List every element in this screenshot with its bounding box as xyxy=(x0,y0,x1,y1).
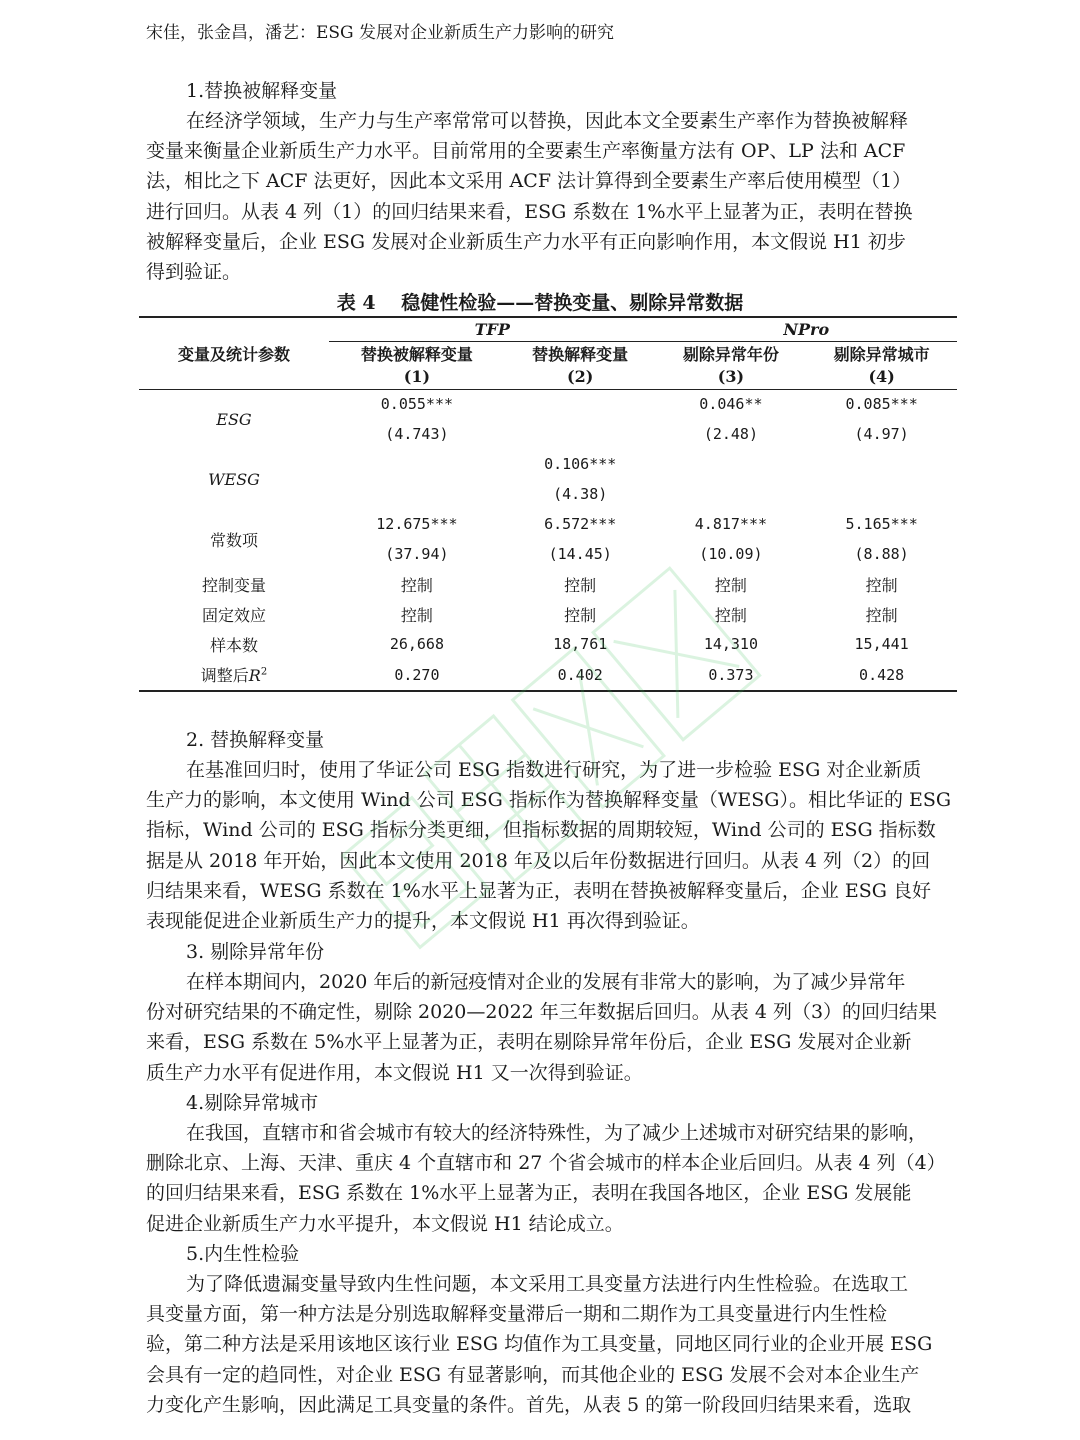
section-3-body xyxy=(146,967,952,1088)
table-cell: 26,668 xyxy=(389,635,444,653)
table-cell: 6.572*** xyxy=(544,515,617,533)
text-line: 在经济学领域，生产力与生产率常常可以替换，因此本文全要素生产率作为替换被解释 xyxy=(186,110,909,132)
table-cell: 5.165*** xyxy=(845,515,918,533)
text-line: 归结果来看，WESG 系数在 1%水平上显著为正，表明在替换被解释变量后，企业 ESG 良好 xyxy=(146,879,931,902)
table-cell: (2.48) xyxy=(703,425,758,443)
table-cell: (37.94) xyxy=(385,545,449,563)
table-cell: 0.270 xyxy=(394,665,440,684)
text-line: 进行回归。从表 4 列（1）的回归结果来看，ESG 系数在 1%水平上显著为正，表明在替换 xyxy=(146,200,913,223)
results-table xyxy=(139,316,957,692)
section-4-body xyxy=(146,1118,952,1239)
text-line: 在基准回归时，使用了华证公司 ESG 指数进行研究，为了进一步检验 ESG 对企业新质 xyxy=(186,759,922,781)
table-cell: (8.88) xyxy=(854,545,909,563)
table-cell: 0.428 xyxy=(859,665,905,684)
group-npro: NPro xyxy=(656,317,957,341)
adj-r2-text: 调整后 xyxy=(200,666,249,685)
col-number: (1) xyxy=(403,367,431,387)
table-cell: 0.046** xyxy=(699,395,763,414)
text-line: 促进企业新质生产力水平提升，本文假说 H1 结论成立。 xyxy=(146,1212,624,1235)
table-cell: (10.09) xyxy=(699,545,763,563)
r-symbol: R xyxy=(248,666,261,685)
section-5-heading: 5.内生性检验 xyxy=(186,1243,300,1265)
section-1 xyxy=(146,76,952,287)
table-cell: 控制 xyxy=(400,575,433,595)
row-label-fixed-effects: 固定效应 xyxy=(201,605,266,625)
text-line: 在样本期间内，2020 年后的新冠疫情对企业的发展有非常大的影响，为了减少异常年 xyxy=(186,971,906,993)
text-line: 的回归结果来看，ESG 系数在 1%水平上显著为正，表明在我国各地区，企业 ESG 发展能 xyxy=(146,1182,912,1205)
section-4 xyxy=(146,1088,952,1239)
table-cell xyxy=(505,389,656,419)
col-number: (4) xyxy=(868,367,895,387)
table-cell: 控制 xyxy=(564,605,597,625)
table-cell: (4.38) xyxy=(553,485,608,503)
table-cell xyxy=(505,419,656,449)
table-cell: 控制 xyxy=(865,605,898,625)
col-header: 剔除异常城市 xyxy=(833,344,930,364)
text-line: 被解释变量后，企业 ESG 发展对企业新质生产力水平有正向影响作用，本文假说 H1 初步 xyxy=(146,230,906,253)
section-2 xyxy=(146,725,952,936)
table-cell xyxy=(806,479,957,509)
col-header: 替换被解释变量 xyxy=(360,344,473,364)
col-number: (3) xyxy=(717,367,745,387)
row-header: 变量及统计参数 xyxy=(139,317,329,389)
text-line: 为了降低遗漏变量导致内生性问题，本文采用工具变量方法进行内生性检验。在选取工 xyxy=(186,1273,909,1295)
text-line: 力变化产生影响，因此满足工具变量的条件。首先，从表 5 的第一阶段回归结果来看，选取 xyxy=(146,1393,912,1416)
table-cell: 控制 xyxy=(564,575,597,595)
table-cell: 控制 xyxy=(714,605,747,625)
text-line: 质生产力水平有促进作用，本文假说 H1 又一次得到验证。 xyxy=(146,1061,643,1084)
section-1-body xyxy=(146,106,952,287)
section-4-heading: 4.剔除异常城市 xyxy=(186,1092,319,1114)
section-5 xyxy=(146,1239,952,1420)
table-cell: 控制 xyxy=(714,575,747,595)
table-cell: 0.055*** xyxy=(380,395,454,414)
text-line: 据是从 2018 年开始，因此本文使用 2018 年及以后年份数据进行回归。从表 4 列（2）的回 xyxy=(146,849,931,872)
text-line: 在我国，直辖市和省会城市有较大的经济特殊性，为了减少上述城市对研究结果的影响， xyxy=(186,1122,928,1144)
row-label-wesg: WESG xyxy=(208,469,260,489)
col-header: 剔除异常年份 xyxy=(682,344,779,364)
text-line: 删除北京、上海、天津、重庆 4 个直辖市和 27 个省会城市的样本企业后回归。从表 4 列（4） xyxy=(146,1152,946,1175)
section-2-body xyxy=(146,755,952,936)
table-cell: (4.97) xyxy=(854,425,909,443)
running-header: 宋佳，张金昌，潘艺：ESG 发展对企业新质生产力影响的研究 xyxy=(146,23,615,43)
text-line: 得到验证。 xyxy=(146,261,242,284)
row-label-sample-size: 样本数 xyxy=(209,635,258,655)
text-line: 表现能促进企业新质生产力的提升，本文假说 H1 再次得到验证。 xyxy=(146,910,700,933)
table-cell: 0.402 xyxy=(557,665,603,684)
row-label-constant: 常数项 xyxy=(209,530,258,550)
text-line: 会具有一定的趋同性，对企业 ESG 有显著影响，而其他企业的 ESG 发展不会对本企业生产 xyxy=(146,1363,920,1386)
table-cell: 18,761 xyxy=(553,635,608,653)
col-number: (2) xyxy=(567,367,594,387)
text-line: 指标，Wind 公司的 ESG 指标分类更细，但指标数据的周期较短，Wind 公司的 ESG 指标数 xyxy=(146,819,936,842)
section-1-heading: 1.替换被解释变量 xyxy=(186,80,338,102)
table-cell: 控制 xyxy=(400,605,433,625)
table-cell: 0.106*** xyxy=(544,455,617,473)
text-line: 具变量方面，第一种方法是分别选取解释变量滞后一期和二期作为工具变量进行内生性检 xyxy=(146,1303,888,1326)
table-cell: 控制 xyxy=(865,575,898,595)
row-label-esg: ESG xyxy=(216,409,252,429)
table-cell xyxy=(806,449,957,479)
table-cell: 15,441 xyxy=(854,635,909,653)
section-2-heading: 2. 替换解释变量 xyxy=(186,729,325,751)
text-line: 法，相比之下 ACF 法更好，因此本文采用 ACF 法计算得到全要素生产率后使用模型（1） xyxy=(146,170,912,193)
table-cell: 0.085*** xyxy=(845,395,918,414)
table-cell: 14,310 xyxy=(703,635,758,653)
text-line: 生产力的影响，本文使用 Wind 公司 ESG 指标作为替换解释变量（WESG）。相比华证的 ESG xyxy=(146,789,952,812)
col-header: 替换解释变量 xyxy=(532,344,629,364)
section-3-heading: 3. 剔除异常年份 xyxy=(186,941,325,963)
section-5-body xyxy=(146,1269,952,1420)
group-tfp: TFP xyxy=(329,317,656,341)
table-cell: 12.675*** xyxy=(376,515,458,533)
row-label-adj-r2 xyxy=(139,659,329,691)
section-3 xyxy=(146,937,952,1088)
text-line: 验，第二种方法是采用该地区该行业 ESG 均值作为工具变量，同地区同行业的企业开展 ESG xyxy=(146,1333,933,1356)
table-cell xyxy=(656,449,807,479)
r-superscript: 2 xyxy=(260,666,268,678)
text-line: 来看，ESG 系数在 5%水平上显著为正，表明在剔除异常年份后，企业 ESG 发展对企业新 xyxy=(146,1031,912,1054)
table-cell: (14.45) xyxy=(548,545,612,563)
table-cell: 0.373 xyxy=(708,665,754,684)
table-cell xyxy=(329,479,505,509)
table-title: 表 4 稳健性检验——替换变量、剔除异常数据 xyxy=(336,292,744,314)
text-line: 变量来衡量企业新质生产力水平。目前常用的全要素生产率衡量方法有 OP、LP 法和 ACF xyxy=(146,140,906,163)
text-line: 份对研究结果的不确定性，剔除 2020—2022 年三年数据后回归。从表 4 列（3）的回归结果 xyxy=(146,1001,938,1024)
table-cell: 4.817*** xyxy=(694,515,768,533)
row-label-controls: 控制变量 xyxy=(201,575,266,595)
table-cell: (4.743) xyxy=(385,425,449,443)
table-cell xyxy=(329,449,505,479)
table-cell xyxy=(656,479,807,509)
